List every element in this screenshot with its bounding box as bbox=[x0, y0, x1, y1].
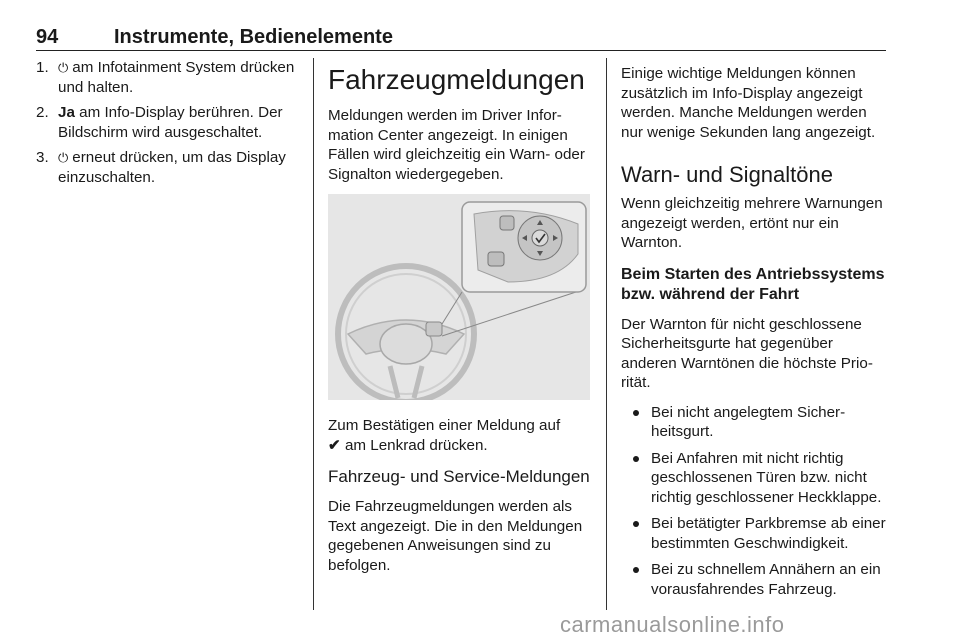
bullet-text: Bei Anfahren mit nicht richtig geschlossenen Türen bzw. nicht richtig geschlossener Heckklappe. bbox=[651, 449, 882, 506]
paragraph: Die Fahrzeugmeldungen werden als Text angezeigt. Die in den Meldungen gegebenen Anweisungen sind zu befolgen. bbox=[328, 498, 583, 574]
subheading: Fahrzeug- und Service-Meldungen bbox=[328, 467, 590, 486]
page-number: 94 bbox=[36, 26, 59, 48]
column-3 bbox=[621, 58, 886, 606]
header-divider bbox=[36, 50, 886, 51]
steering-wheel-image bbox=[328, 194, 590, 400]
heading: Warn- und Signaltöne bbox=[621, 162, 833, 187]
column-divider bbox=[606, 58, 607, 610]
list-item bbox=[36, 148, 298, 187]
paragraph: Einige wichtige Meldungen können zusätzlich im Info-Display angezeigt werden. Manche Meldungen werden nur wenige Sekunden lang angezeigt. bbox=[621, 65, 876, 141]
step-text: erneut drücken, um das Display einzuschalten. bbox=[58, 149, 286, 186]
power-icon: ⏻ bbox=[58, 150, 69, 165]
step-text: am Infotainment System drücken und halten. bbox=[58, 59, 295, 96]
list-item bbox=[36, 58, 298, 97]
paragraph bbox=[328, 416, 590, 455]
step-bold: Ja bbox=[58, 104, 75, 121]
list-item bbox=[621, 514, 886, 553]
paragraph: Meldungen werden im Driver Information Center angezeigt. In einigen Fällen wird gleichzeitig ein Warn- oder Signalton wiedergegeben. bbox=[328, 107, 585, 183]
power-icon: ⏻ bbox=[58, 60, 69, 75]
steering-wheel-illustration bbox=[328, 194, 590, 400]
confirm-text-end: am Lenkrad drücken. bbox=[344, 436, 488, 454]
list-item bbox=[621, 403, 886, 442]
bullet-icon bbox=[633, 456, 639, 462]
checkmark-icon: ✔ bbox=[328, 436, 341, 454]
confirm-text: Zum Bestätigen einer Meldung auf bbox=[328, 417, 561, 434]
subheading: Beim Starten des Antriebssystems bzw. während der Fahrt bbox=[621, 265, 885, 303]
step-number: 2. bbox=[36, 104, 49, 121]
bullet-text: Bei zu schnellem Annähern an ein vorausfahrendes Fahrzeug. bbox=[651, 561, 881, 598]
bullet-icon bbox=[633, 410, 639, 416]
list-item bbox=[621, 560, 886, 599]
bullet-icon bbox=[633, 567, 639, 573]
heading: Fahrzeugmeldungen bbox=[328, 64, 585, 95]
list-item bbox=[621, 449, 886, 508]
bullet-text: Bei nicht angelegtem Sicherheitsgurt. bbox=[651, 403, 846, 440]
column-divider bbox=[313, 58, 314, 610]
page-header bbox=[36, 26, 886, 52]
step-number: 3. bbox=[36, 149, 49, 166]
paragraph: Der Warnton für nicht geschlossene Sicherheitsgurte hat gegenüber anderen Warntönen die höchste Priorität. bbox=[621, 315, 873, 391]
step-text: am Info-Display berühren. Der Bildschirm wird ausgeschaltet. bbox=[58, 104, 283, 141]
bullet-icon bbox=[633, 521, 639, 527]
bullet-text: Bei betätigter Parkbremse ab einer bestimmten Geschwindigkeit. bbox=[651, 515, 886, 552]
step-number: 1. bbox=[36, 59, 49, 76]
section-title: Instrumente, Bedienelemente bbox=[114, 26, 393, 48]
list-item bbox=[36, 103, 298, 142]
paragraph: Wenn gleichzeitig mehrere Warnungen angezeigt werden, ertönt nur ein Warnton. bbox=[621, 195, 883, 251]
watermark: carmanualsonline.info bbox=[560, 612, 785, 637]
column-2 bbox=[328, 58, 590, 585]
column-1 bbox=[36, 58, 298, 193]
